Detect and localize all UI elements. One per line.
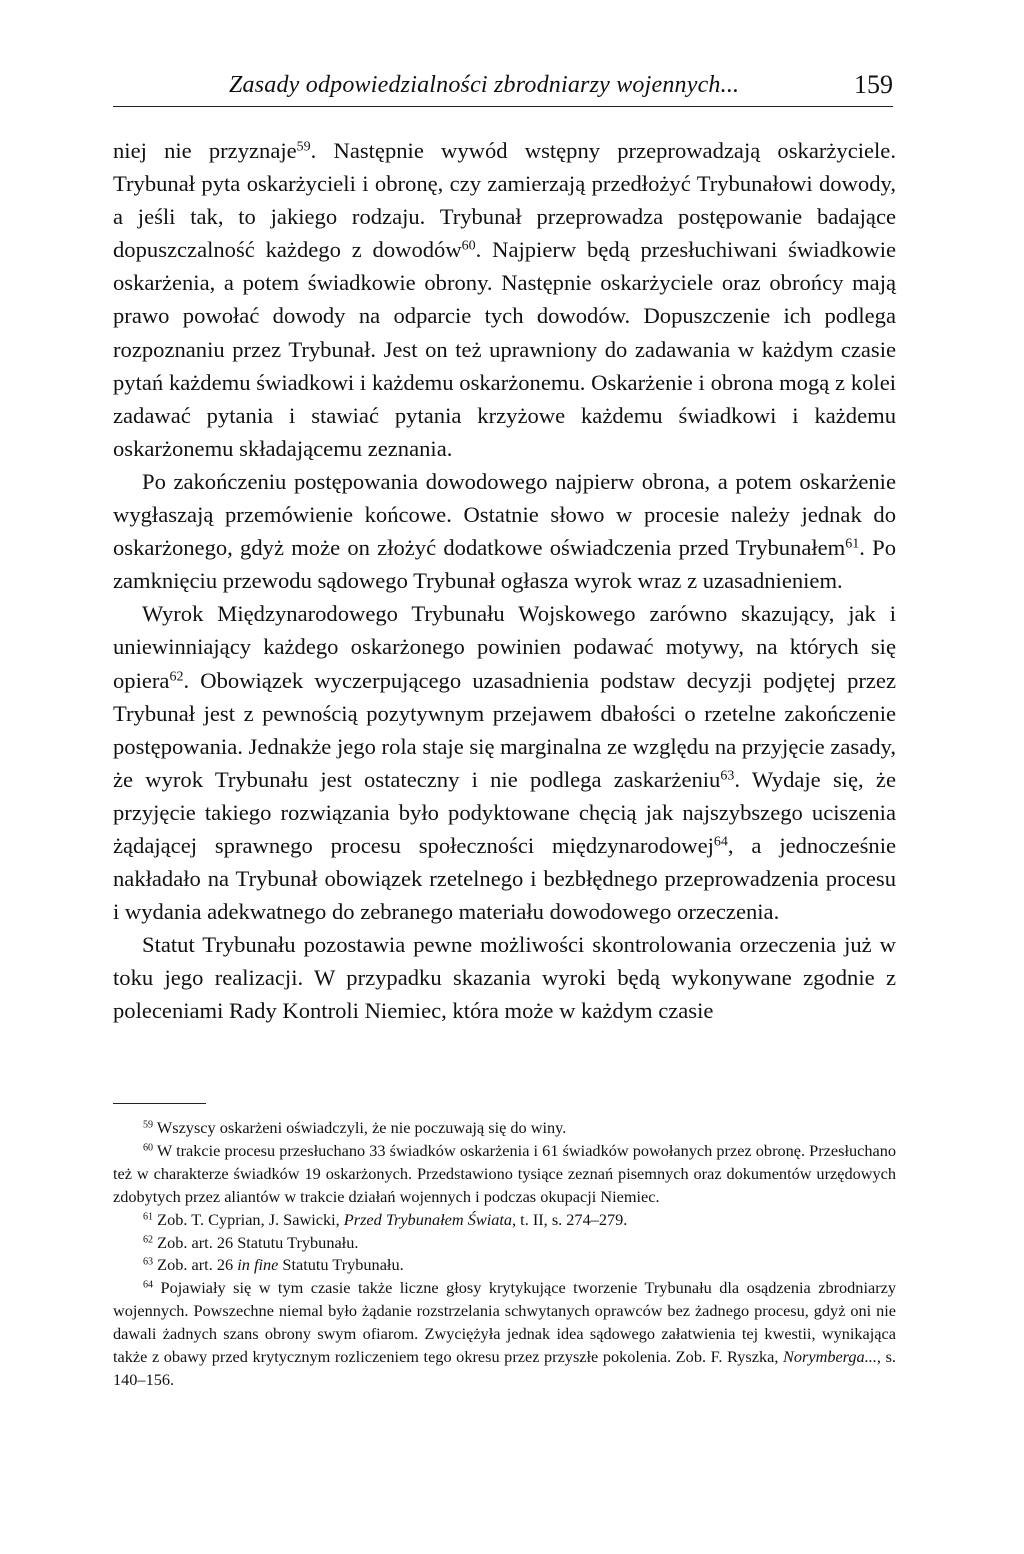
footnote-ref-64[interactable]: 64 [713, 834, 728, 850]
text-run: niej nie przyznaje [113, 138, 297, 163]
footnote-number: 61 [143, 1211, 154, 1223]
footnote-text: Zob. T. Cyprian, J. Sawicki, [153, 1209, 344, 1229]
text-run: Statut Trybunału pozostawia pewne możliwości skontrolowania orzeczenia już w toku jego realizacji. W przypadku skazania wyroki będą wykonywane zgodnie z poleceniami Rady Kontroli Niemiec, która może w każdym czasie [113, 932, 896, 1024]
footnotes [113, 1117, 896, 1392]
footnote-ref-63[interactable]: 63 [720, 768, 735, 784]
footnote-64 [113, 1277, 896, 1392]
footnote-number: 60 [143, 1142, 154, 1154]
footnote-separator [113, 1103, 206, 1104]
footnote-59 [113, 1117, 896, 1140]
footnote-60 [113, 1140, 896, 1209]
text-run: , a jednocześnie nakładało na Trybunał obowiązek rzetelnego i bezbłędnego przeprowadzenia procesu i wydania adekwatnego do zebranego materiału dowodowego orzeczenia. [113, 832, 896, 925]
paragraph-2 [113, 465, 896, 597]
footnote-number: 63 [143, 1256, 154, 1268]
footnote-title-italic: Norymberga... [783, 1347, 877, 1367]
paragraph-4 [113, 928, 896, 1027]
text-run: Wyrok Międzynarodowego Trybunału Wojskowego zarówno skazujący, jak i uniewinniający każdego oskarżonego powinien podawać motywy, na których się opiera [113, 601, 896, 693]
paragraph-3 [113, 597, 896, 928]
running-header [113, 66, 893, 107]
footnote-ref-60[interactable]: 60 [461, 238, 476, 254]
text-run: . Obowiązek wyczerpującego uzasadnienia podstaw decyzji podjętej przez Trybunał jest z pewnością pozytywnym przejawem dbałości o rzetelne zakończenie postępowania. Jednakże jego rola staje się marginalna ze względu na przyjęcie zasady, że wyrok Trybunału jest ostateczny i nie podlega zaskarżeniu [113, 667, 896, 792]
footnote-ref-61[interactable]: 61 [845, 536, 860, 552]
main-text [113, 134, 896, 1028]
footnote-62 [113, 1232, 896, 1255]
footnote-63 [113, 1254, 896, 1277]
page-number: 159 [854, 70, 893, 99]
text-run: . Po zamknięciu przewodu sądowego Trybunał ogłasza wyrok wraz z uzasadnieniem. [113, 535, 896, 594]
footnote-number: 64 [143, 1279, 154, 1291]
running-title: Zasady odpowiedzialności zbrodniarzy wojennych... [229, 72, 740, 98]
footnote-ref-59[interactable]: 59 [296, 139, 311, 155]
paragraph-1 [113, 134, 896, 465]
footnote-number: 62 [143, 1233, 154, 1245]
footnote-text: W trakcie procesu przesłuchano 33 świadków oskarżenia i 61 świadków powołanych przez obronę. Przesłuchano też w charakterze świadków 19 oskarżonych. Przedstawiono tysiące zeznań pisemnych oraz dokumentów urzędowych zdobytych przez aliantów w trakcie działań wojennych i podczas okupacji Niemiec. [113, 1140, 896, 1206]
footnote-text: , s. 140–156. [113, 1347, 896, 1389]
footnote-61 [113, 1209, 896, 1232]
footnote-ref-62[interactable]: 62 [169, 668, 184, 684]
footnote-title-italic: Przed Trybunałem Świata [343, 1209, 513, 1229]
footnote-title-italic: in fine [237, 1255, 279, 1275]
text-run: . Następnie wywód wstępny przeprowadzają oskarżyciele. Trybunał pyta oskarżycieli i obronę, czy zamierzają przedłożyć Trybunałowi dowody, a jeśli tak, to jakiego rodzaju. Trybunał przeprowadza postępowanie badające dopuszczalność każdego z dowodów [113, 138, 896, 263]
text-run: Po zakończeniu postępowania dowodowego najpierw obrona, a potem oskarżenie wygłaszają przemówienie końcowe. Ostatnie słowo w procesie należy jednak do oskarżonego, gdyż może on złożyć dodatkowe oświadczenia przed Trybunałem [113, 468, 896, 561]
text-run: . Najpierw będą przesłuchiwani świadkowie oskarżenia, a potem świadkowie obrony. Następnie oskarżyciele oraz obrońcy mają prawo powołać dowody na odparcie tych dowodów. Dopuszczenie ich podlega rozpoznaniu przez Trybunał. Jest on też uprawniony do zadawania w każdym czasie pytań każdemu świadkowi i każdemu oskarżonemu. Oskarżenie i obrona mogą z kolei zadawać pytania i stawiać pytania krzyżowe każdemu świadkowi i każdemu oskarżonemu składającemu zeznania. [113, 237, 896, 461]
text-run: . Wydaje się, że przyjęcie takiego rozwiązania było podyktowane chęcią jak najszybszego uciszenia żądającej sprawnego procesu społeczności międzynarodowej [113, 766, 896, 858]
footnote-text: Statutu Trybunału. [278, 1255, 404, 1275]
footnote-text: Pojawiały się w tym czasie także liczne głosy krytykujące tworzenie Trybunału dla osądzenia zbrodniarzy wojennych. Powszechne niemal było żądanie rozstrzelania schwytanych oprawców bez żadnego procesu, gdyż oni nie dawali żadnych szans obrony swym ofiarom. Zwyciężyła jednak idea sądowego załatwienia tej kwestii, wynikająca także z obawy przed krytycznym rozliczeniem tego okresu przez przyszłe pokolenia. Zob. F. Ryszka, [113, 1278, 896, 1367]
footnote-number: 59 [143, 1119, 154, 1131]
footnote-text: , t. II, s. 274–279. [512, 1209, 628, 1229]
footnote-text: Zob. art. 26 Statutu Trybunału. [153, 1232, 359, 1252]
footnote-text: Wszyscy oskarżeni oświadczyli, że nie poczuwają się do winy. [153, 1118, 567, 1137]
footnote-text: Zob. art. 26 [153, 1255, 238, 1275]
